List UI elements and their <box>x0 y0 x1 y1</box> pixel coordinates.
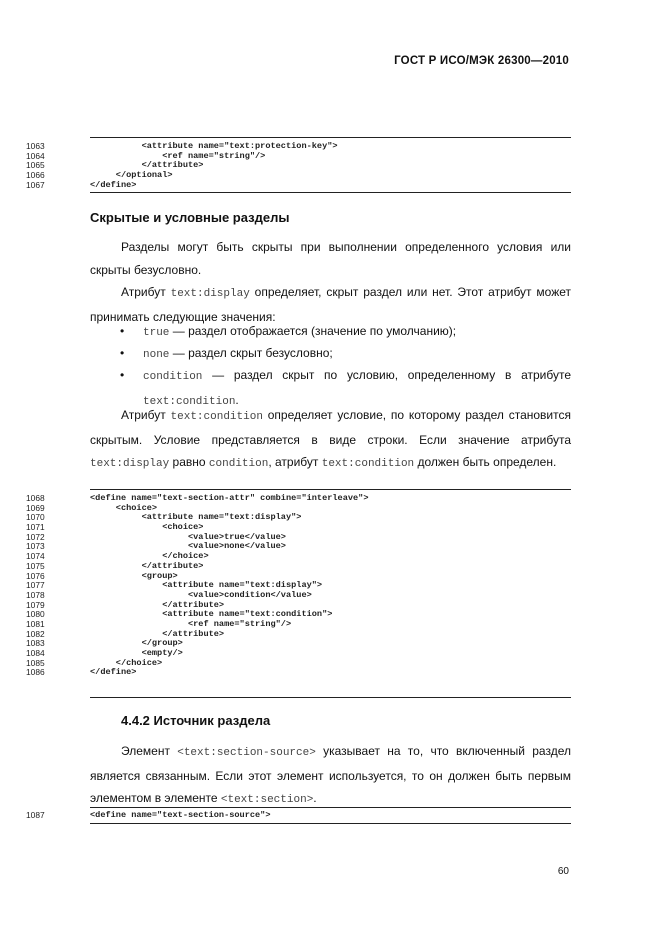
code-line: <choice> <box>90 502 158 513</box>
code-line: </attribute> <box>90 160 204 171</box>
line-number: 1070 <box>26 512 45 523</box>
code-line: <attribute name="text:display"> <box>90 512 302 523</box>
code-line: <attribute name="text:protection-key"> <box>90 141 338 151</box>
code-line: </define> <box>90 667 137 678</box>
code-line: <value>true</value> <box>90 531 286 542</box>
code-block <box>90 142 338 190</box>
code-rule-bottom <box>90 823 571 824</box>
line-number: 1080 <box>26 609 45 620</box>
line-number: 1074 <box>26 551 45 562</box>
code-rule-bottom <box>90 192 571 193</box>
code-line: </choice> <box>90 657 163 668</box>
code-line: <ref name="string"/> <box>90 618 292 629</box>
paragraph: Атрибут text:condition определяет условие, по которому раздел становится скрытым. Условие представляется в виде строки. Если значение атрибута text:display равно condition, атрибут text:condition должен быть определен. <box>90 408 571 470</box>
code-line: </choice> <box>90 551 209 562</box>
list-item: • none — раздел скрыт безусловно; <box>120 346 333 361</box>
line-number: 1069 <box>26 502 45 513</box>
code-rule-bottom <box>90 697 571 698</box>
paragraph: Атрибут text:display определяет, скрыт раздел или нет. Этот атрибут может принимать следующие значения: <box>90 285 571 324</box>
line-number: 1068 <box>26 493 45 503</box>
code-line: <value>condition</value> <box>90 589 312 600</box>
code-line: <attribute name="text:condition"> <box>90 609 333 620</box>
code-line: <define name="text-section-attr" combine="interleave"> <box>90 493 369 503</box>
code-block <box>90 494 368 678</box>
list-item: • condition — раздел скрыт по условию, определенному в атрибуте text:condition. <box>120 368 571 408</box>
section-heading: Скрытые и условные разделы <box>90 210 290 225</box>
code-line: </attribute> <box>90 560 204 571</box>
line-number: 1063 <box>26 141 45 151</box>
line-number: 1077 <box>26 580 45 591</box>
line-number: 1083 <box>26 638 45 649</box>
paragraph: Разделы могут быть скрыты при выполнении определенного условия или скрыты безусловно. <box>90 240 571 277</box>
code-line: </attribute> <box>90 599 225 610</box>
code-line: </group> <box>90 638 183 649</box>
line-number: 1067 <box>26 179 45 190</box>
line-number: 1076 <box>26 570 45 581</box>
code-line: <group> <box>90 570 178 581</box>
line-number: 1082 <box>26 628 45 639</box>
line-number: 1078 <box>26 589 45 600</box>
line-numbers <box>26 142 45 190</box>
document-header: ГОСТ Р ИСО/МЭК 26300—2010 <box>394 55 569 67</box>
paragraph: Элемент <text:section-source> указывает на то, что включенный раздел является связанным. Если этот элемент используется, то он должен быть первым элементом в элементе <text:section>. <box>90 744 571 806</box>
code-block <box>90 811 271 821</box>
code-line: <choice> <box>90 522 204 533</box>
code-line: </optional> <box>90 170 173 181</box>
line-number: 1079 <box>26 599 45 610</box>
line-number: 1073 <box>26 541 45 552</box>
code-rule-top <box>90 489 571 490</box>
code-line: <value>none</value> <box>90 541 286 552</box>
code-rule-top <box>90 137 571 138</box>
code-line: <ref name="string"/> <box>90 150 266 161</box>
line-number: 1075 <box>26 560 45 571</box>
code-line: </attribute> <box>90 628 225 639</box>
line-numbers <box>26 811 45 821</box>
page-number: 60 <box>557 866 569 877</box>
line-number: 1065 <box>26 160 45 171</box>
section-heading: 4.4.2 Источник раздела <box>121 713 271 728</box>
line-number: 1085 <box>26 657 45 668</box>
code-line: <empty/> <box>90 648 183 658</box>
line-number: 1086 <box>26 667 45 678</box>
code-line: <attribute name="text:display"> <box>90 580 323 591</box>
line-number: 1081 <box>26 618 45 629</box>
line-number: 1072 <box>26 531 45 542</box>
line-number: 1087 <box>26 810 45 820</box>
code-line: <define name="text-section-source"> <box>90 810 271 820</box>
code-line: </define> <box>90 179 137 190</box>
code-rule-top <box>90 807 571 808</box>
line-number: 1084 <box>26 648 45 658</box>
line-number: 1066 <box>26 170 45 181</box>
line-number: 1071 <box>26 522 45 533</box>
line-number: 1064 <box>26 150 45 161</box>
line-numbers <box>26 494 45 678</box>
list-item: • true — раздел отображается (значение по умолчанию); <box>120 324 457 339</box>
